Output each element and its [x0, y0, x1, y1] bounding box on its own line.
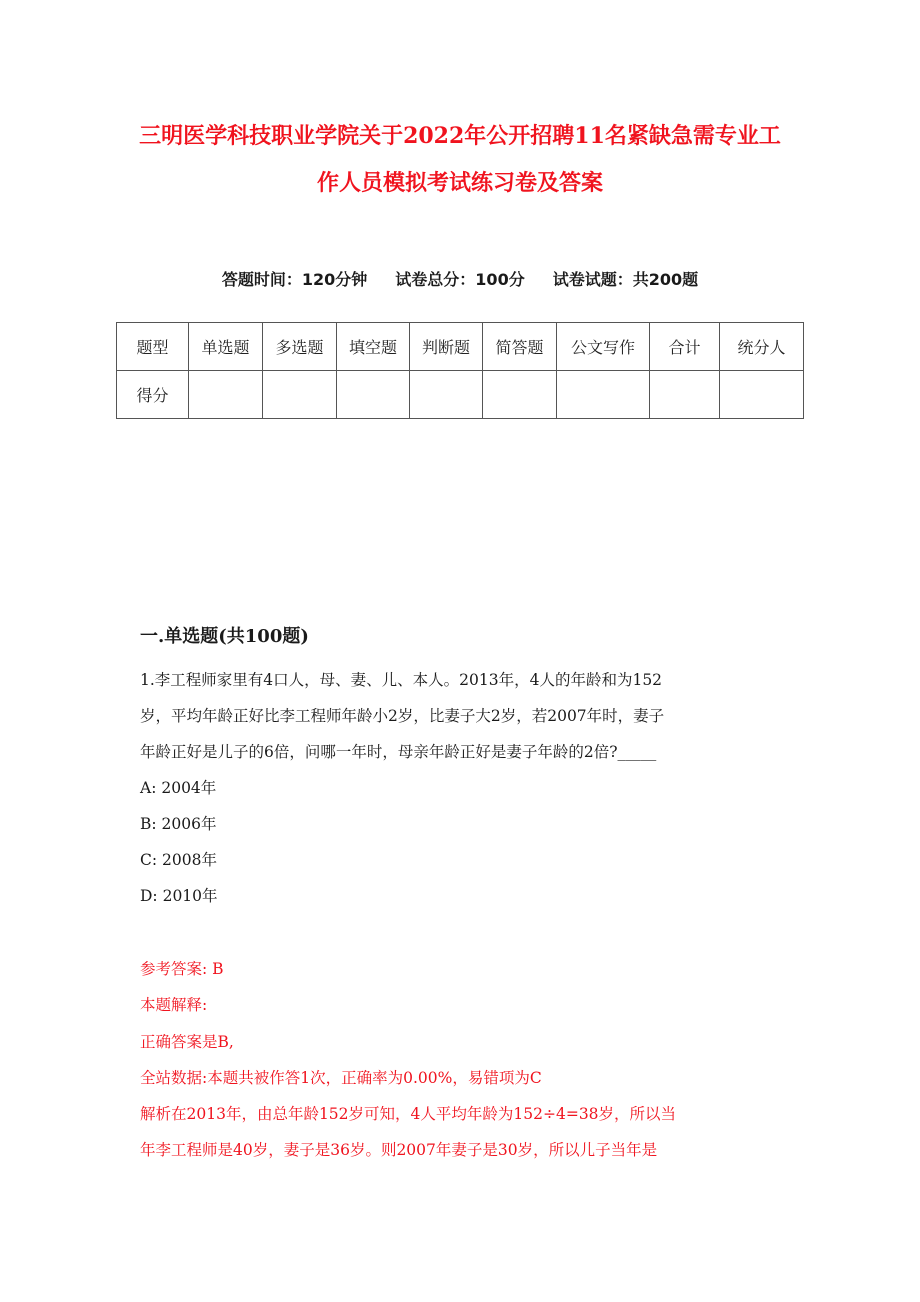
score-cell-multi-choice — [263, 371, 337, 419]
score-cell-total — [650, 371, 720, 419]
score-table-header-row — [117, 323, 804, 371]
score-cell-grader — [720, 371, 804, 419]
option-c: C: 2008年 — [140, 851, 217, 869]
question-text-line: 1.李工程师家里有4口人，母、妻、儿、本人。2013年，4人的年龄和为152 — [140, 671, 663, 689]
exam-time: 答题时间：120分钟 — [221, 270, 368, 289]
exam-meta — [0, 268, 920, 292]
reference-answer: 参考答案: B — [140, 960, 224, 978]
question-text-line: 岁，平均年龄正好比李工程师年龄小2岁，比妻子大2岁，若2007年时，妻子 — [140, 707, 665, 725]
analysis-line: 年李工程师是40岁，妻子是36岁。则2007年妻子是30岁，所以儿子当年是 — [140, 1141, 658, 1159]
option-d: D: 2010年 — [140, 887, 218, 905]
score-cell-single-choice — [189, 371, 263, 419]
explanation-label: 本题解释: — [140, 996, 208, 1014]
section-title: 一.单选题(共100题) — [140, 626, 309, 647]
exam-total-score: 试卷总分：100分 — [395, 270, 525, 289]
score-cell-short-answer — [483, 371, 557, 419]
score-cell-fill-blank — [337, 371, 410, 419]
score-row-label: 得分 — [117, 371, 189, 419]
score-table-score-row — [117, 371, 804, 419]
score-table — [116, 322, 804, 419]
score-table-header-cell: 题型 — [117, 323, 189, 371]
score-cell-true-false — [410, 371, 483, 419]
correct-answer: 正确答案是B, — [140, 1033, 234, 1051]
score-table-header-cell: 多选题 — [263, 323, 337, 371]
score-table-header-cell: 合计 — [650, 323, 720, 371]
score-cell-official-writing — [557, 371, 650, 419]
document-title-line-2: 作人员模拟考试练习卷及答案 — [316, 170, 603, 196]
score-table-header-cell: 判断题 — [410, 323, 483, 371]
score-table-header-cell: 简答题 — [483, 323, 557, 371]
score-table-header-cell: 填空题 — [337, 323, 410, 371]
document-title-line-1: 三明医学科技职业学院关于2022年公开招聘11名紧缺急需专业工 — [139, 123, 781, 149]
analysis-line: 解析在2013年，由总年龄152岁可知，4人平均年龄为152÷4=38岁，所以当 — [140, 1105, 677, 1123]
option-b: B: 2006年 — [140, 815, 217, 833]
option-a: A: 2004年 — [140, 779, 217, 797]
score-table-header-cell: 单选题 — [189, 323, 263, 371]
exam-total-questions: 试卷试题：共200题 — [552, 270, 699, 289]
question-text-line: 年龄正好是儿子的6倍，问哪一年时，母亲年龄正好是妻子年龄的2倍?_____ — [140, 743, 657, 761]
answer-stats: 全站数据:本题共被作答1次，正确率为0.00%，易错项为C — [140, 1069, 542, 1087]
score-table-header-cell: 公文写作 — [557, 323, 650, 371]
score-table-header-cell: 统分人 — [720, 323, 804, 371]
